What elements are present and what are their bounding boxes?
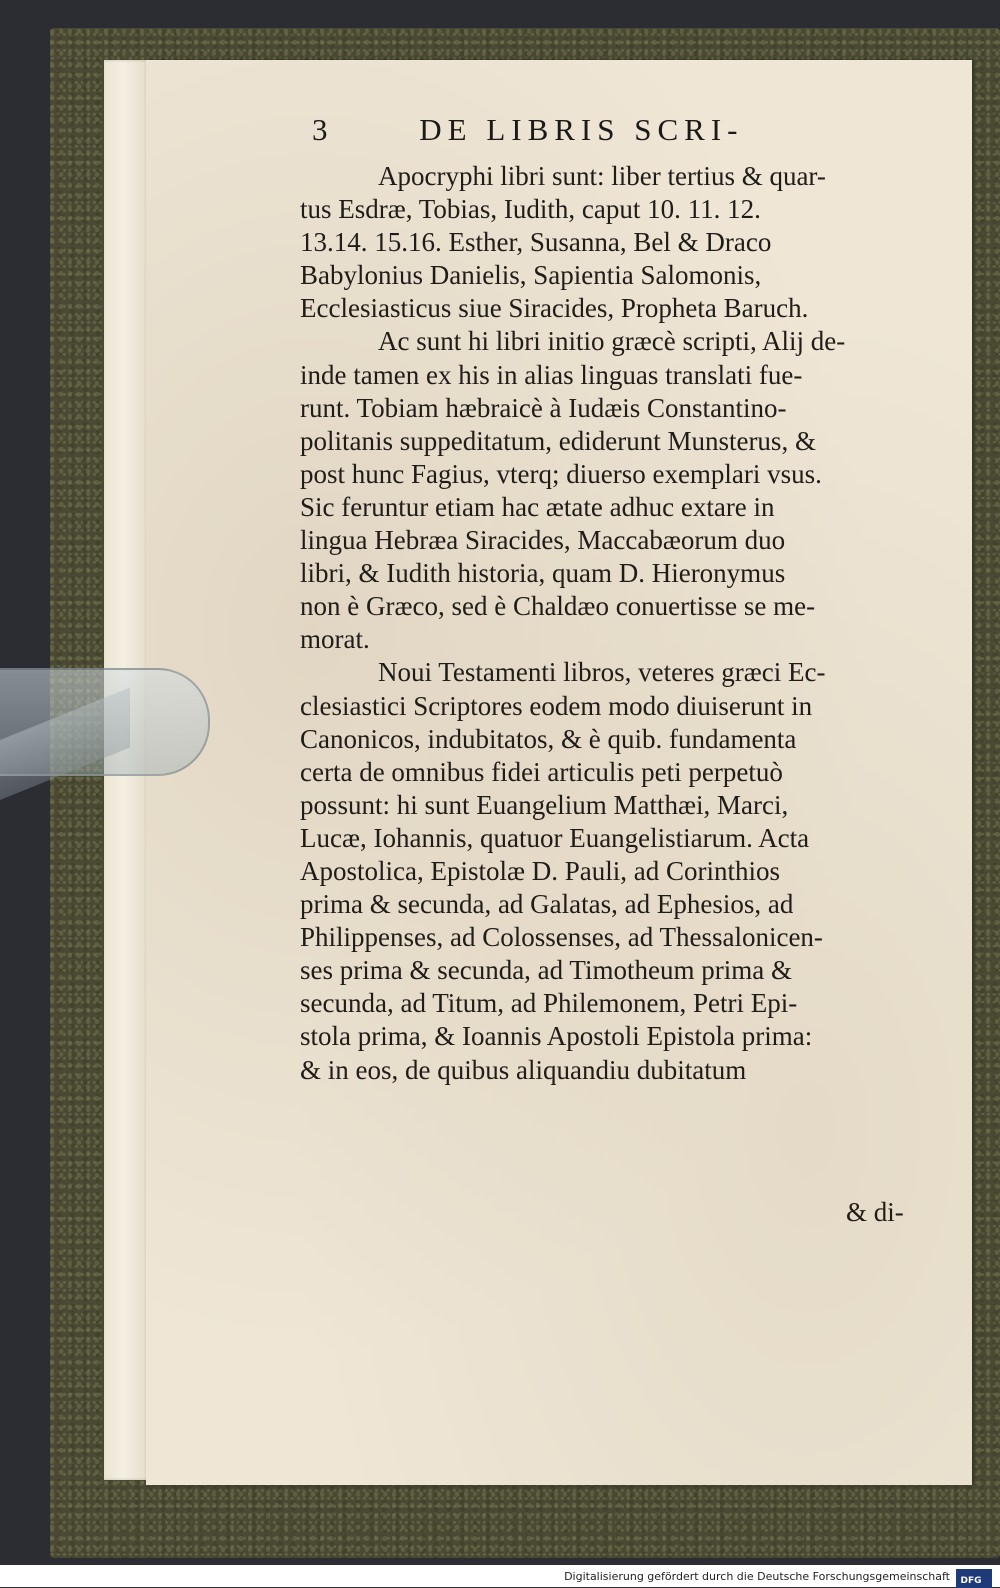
text-line: Ac sunt hi libri initio græcè scripti, Alij de- (378, 326, 846, 357)
text-line: clesiastici Scriptores eodem modo diuiserunt in (300, 690, 813, 721)
text-line: morat. (300, 624, 370, 655)
catchword: & di- (846, 1197, 904, 1227)
text-line: Philippenses, ad Colossenses, ad Thessalonicen- (300, 922, 823, 953)
text-line: Apostolica, Epistolæ D. Pauli, ad Corinthios (300, 855, 780, 886)
text-line: Apocryphi libri sunt: liber tertius & quar- (378, 161, 826, 191)
page-number: 3 (312, 112, 334, 147)
footer-bar (0, 1565, 1000, 1587)
footer-credit: Digitalisierung gefördert durch die Deutsche Forschungsgemeinschaft (564, 1570, 950, 1583)
text-line: inde tamen ex his in alias linguas translati fue- (300, 359, 803, 390)
text-line: runt. Tobiam hæbraicè à Iudæis Constantino- (300, 392, 787, 423)
text-line: Lucæ, Iohannis, quatuor Euangelistiarum. Acta (300, 822, 810, 853)
text-line: stola prima, & Ioannis Apostoli Epistola prima: (300, 1021, 813, 1052)
text-line: Babylonius Danielis, Sapientia Salomonis, (300, 260, 762, 291)
text-line: 13.14. 15.16. Esther, Susanna, Bel & Draco (300, 227, 772, 258)
text-line: ses prima & secunda, ad Timotheum prima & (300, 955, 792, 986)
text-line: Sic feruntur etiam hac ætate adhuc extare in (300, 491, 775, 522)
text-line: post hunc Fagius, vterq; diuerso exemplari vsus. (300, 458, 822, 489)
text-line: prima & secunda, ad Galatas, ad Ephesios, ad (300, 889, 794, 920)
body-text (300, 160, 940, 1087)
text-line: tus Esdræ, Tobias, Iudith, caput 10. 11. 12. (300, 194, 761, 225)
text-line: non è Græco, sed è Chaldæo conuertisse se me- (300, 591, 816, 622)
running-title: DE LIBRIS SCRI- (419, 112, 744, 147)
text-line: Ecclesiasticus siue Siracides, Propheta Baruch. (300, 293, 809, 324)
text-line: libri, & Iudith historia, quam D. Hieronymus (300, 558, 786, 589)
dfg-logo: DFG (956, 1569, 992, 1588)
text-line: Noui Testamenti libros, veteres græci Ec- (378, 657, 826, 688)
text-line: & in eos, de quibus aliquandiu dubitatum (300, 1054, 747, 1085)
text-line: lingua Hebræa Siracides, Maccabæorum duo (300, 525, 786, 556)
text-line: possunt: hi sunt Euangelium Matthæi, Marci, (300, 789, 789, 820)
running-header (312, 112, 832, 158)
text-line: certa de omnibus fidei articulis peti perpetuò (300, 756, 783, 787)
text-line: politanis suppeditatum, ediderunt Munsterus, & (300, 425, 816, 456)
text-line: Canonicos, indubitatos, & è quib. fundamenta (300, 723, 797, 754)
text-line: secunda, ad Titum, ad Philemonem, Petri Epi- (300, 988, 798, 1019)
